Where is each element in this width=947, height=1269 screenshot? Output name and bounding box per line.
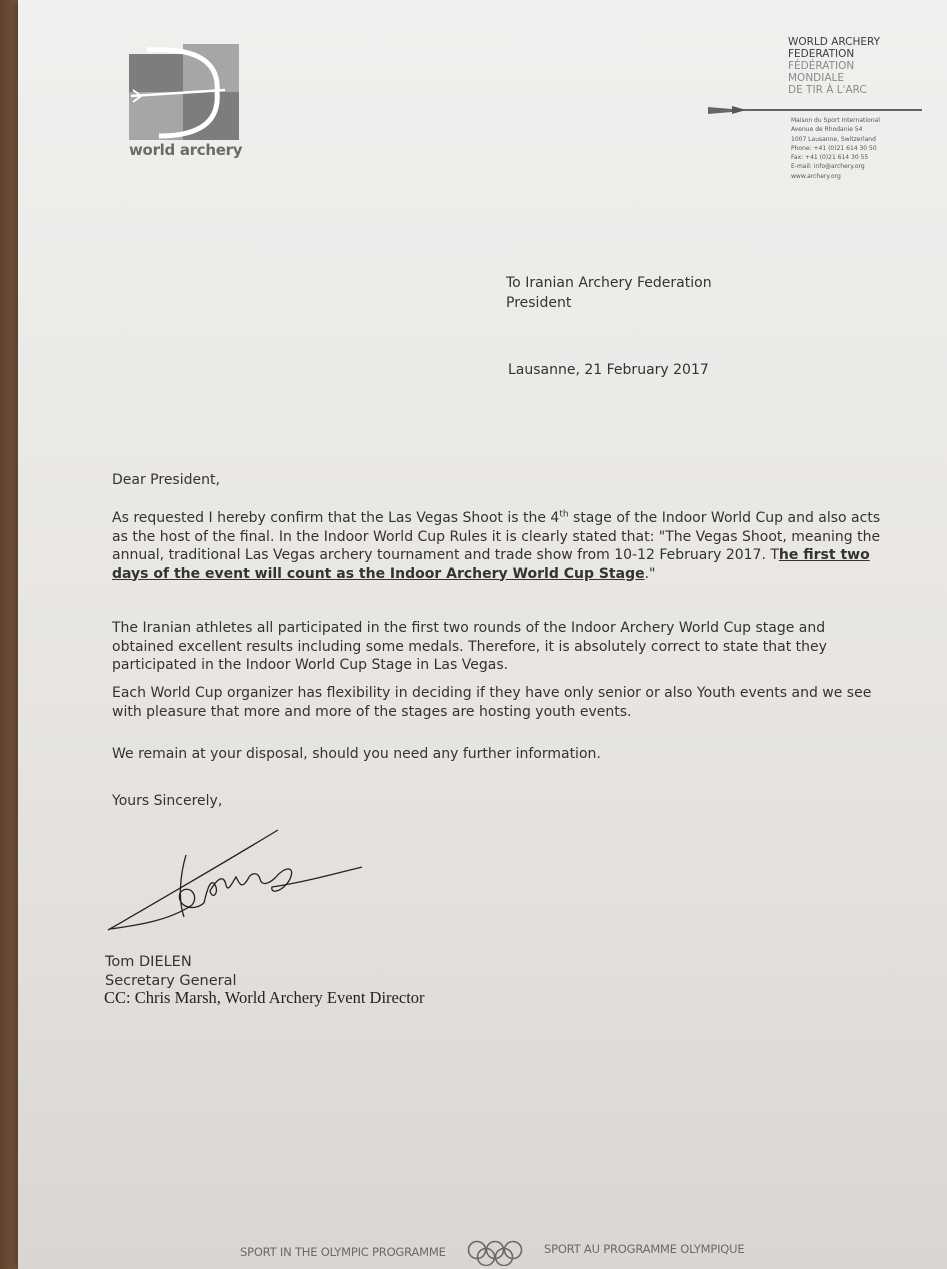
quote-end: ." xyxy=(644,565,656,582)
paragraph-4: We remain at your disposal, should you need any further information. xyxy=(112,746,601,762)
paragraph-1-text: As requested I hereby confirm that the Las Vegas Shoot is the 4 xyxy=(112,510,560,526)
world-archery-logo xyxy=(129,44,241,140)
emphasized-quote: he first two days of the event will count as the Indoor Archery World Cup Stage xyxy=(112,547,870,582)
federation-name-line: FEDERATION xyxy=(788,48,855,60)
address-line: www.archery.org xyxy=(791,172,841,180)
salutation: Dear President, xyxy=(112,472,220,488)
ordinal-suffix: th xyxy=(559,509,569,520)
address-line: 1007 Lausanne, Switzerland xyxy=(791,135,876,143)
federation-name-line: WORLD ARCHERY xyxy=(788,36,881,48)
federation-name-fr-line: DE TIR À L'ARC xyxy=(788,84,867,96)
footer xyxy=(240,1240,760,1264)
olympic-rings-icon xyxy=(466,1240,540,1266)
signer-name: Tom DIELEN xyxy=(105,954,192,970)
letter-date: Lausanne, 21 February 2017 xyxy=(508,362,709,378)
federation-address xyxy=(791,116,880,181)
logo-wordmark: world archery xyxy=(129,141,243,159)
address-line: Avenue de Rhodanie 54 xyxy=(791,126,863,134)
footer-left-text: SPORT IN THE OLYMPIC PROGRAMME xyxy=(240,1245,446,1259)
federation-name xyxy=(788,36,880,96)
paragraph-1 xyxy=(112,509,882,583)
closing: Yours Sincerely, xyxy=(112,793,223,809)
address-line: E-mail: info@archery.org xyxy=(791,163,865,171)
paragraph-3: Each World Cup organizer has flexibility in deciding if they have only senior or also Youth events and we see with pleasure that more and more of the stages are hosting youth events. xyxy=(112,685,872,720)
recipient-line: To Iranian Archery Federation xyxy=(506,275,712,291)
address-line: Fax: +41 (0)21 614 30 55 xyxy=(791,154,869,162)
cc-line: CC: Chris Marsh, World Archery Event Director xyxy=(104,988,425,1007)
signer-title: Secretary General xyxy=(105,973,237,989)
address-line: Phone: +41 (0)21 614 30 50 xyxy=(791,144,877,152)
federation-name-fr-line: MONDIALE xyxy=(788,72,845,84)
address-line: Maison du Sport International xyxy=(791,117,880,124)
archery-target-icon xyxy=(129,44,241,140)
paragraph-2: The Iranian athletes all participated in the first two rounds of the Indoor Archery World Cup stage and obtained excellent results including some medals. Therefore, it is absolutely correct to state that they participated in the Indoor World Cup Stage in Las Vegas. xyxy=(112,620,827,673)
recipient-line: President xyxy=(506,295,572,311)
paragraph-1-text-cont: stage of the Indoor World Cup and also acts as the host of the final. In the Indoor World Cup Rules it is clearly stated that: "The Vegas Shoot, meaning the annual, traditional Las Vegas archery tournament and trade show from 10-12 February 2017. T xyxy=(112,510,881,563)
signer-block xyxy=(105,953,237,991)
federation-name-fr-line: FÉDÉRATION xyxy=(788,60,855,72)
handwritten-signature xyxy=(100,825,370,940)
footer-right-text: SPORT AU PROGRAMME OLYMPIQUE xyxy=(544,1242,745,1256)
recipient-block xyxy=(506,273,712,313)
